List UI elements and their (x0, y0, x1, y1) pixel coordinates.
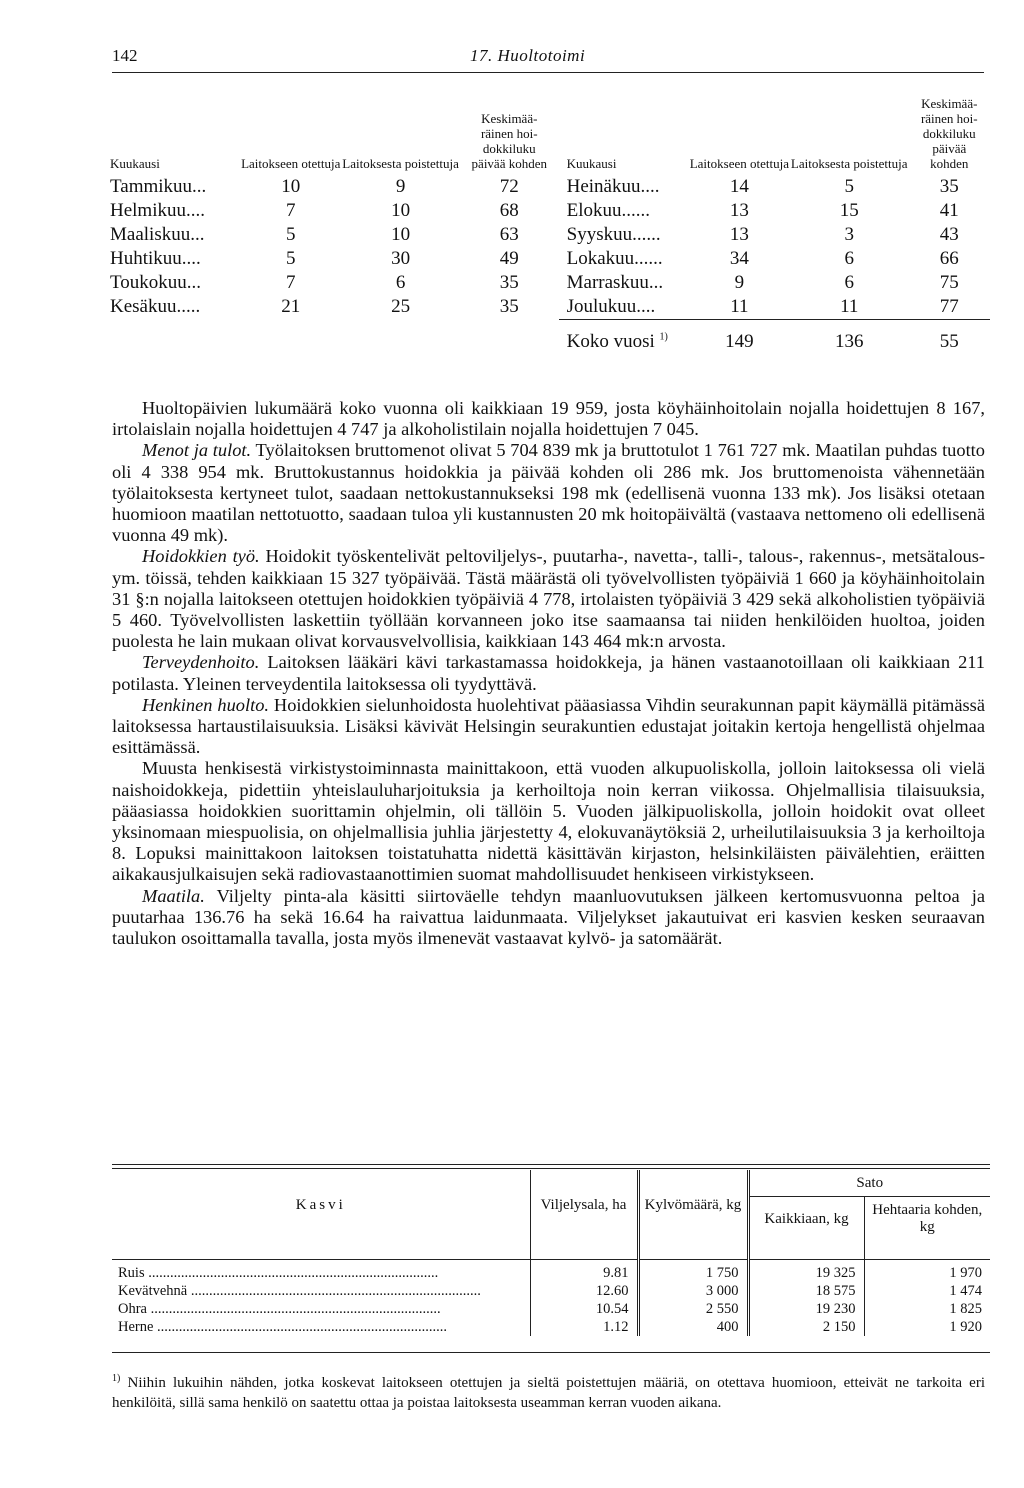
crop-table-header-gap (112, 1241, 990, 1260)
crop-value-per_ha: 1 920 (864, 1318, 990, 1336)
crop-name: Ruis (118, 1265, 145, 1281)
crop-name: Herne (118, 1319, 154, 1335)
paragraph-text: Viljelty pinta-ala käsitti siirtoväelle tehdyn maanluovutuksen jälkeen kertomusvuonna peltoa ja puutarhaa 136.76 ha sekä 16.64 ha raivattua laidunmaata. Viljelykset jakautuivat eri kasvien kesken seuraavan taulukon osoittamalla tavalla, josta myös ilmenevät vastaavat kylvö- ja satomäärät. (112, 885, 985, 949)
value-cell-avg: 43 (939, 224, 959, 245)
crop-value-total: 2 150 (748, 1318, 864, 1336)
body-text (112, 398, 985, 949)
value-cell-avg: 68 (499, 200, 519, 221)
month-name-cell: Heinäkuu.... (566, 176, 660, 197)
paragraph-text: Hoidokkien sielunhoidosta huolehtivat pääasiassa Vihdin seurakunnan papit käymällä pitämässä laitoksessa hartaustilaisuuksia. Lisäksi kävivät Helsingin seurakuntien edustajat joitakin kertoja hengellistä ohjelmaa esittämässä. (112, 694, 986, 758)
month-name-cell: Huhtikuu.... (110, 248, 201, 269)
crop-table (112, 1170, 990, 1336)
crop-value-total: 19 325 (748, 1260, 864, 1283)
col-header-avg: Keskimää- räinen hoi- dokkiluku päivää kohden (920, 96, 978, 171)
paragraph (112, 886, 985, 950)
value-cell-discharged: 10 (391, 200, 411, 221)
value-cell-avg: 72 (499, 176, 519, 197)
crop-value-seed: 400 (638, 1318, 748, 1336)
total-value-admitted: 149 (689, 320, 790, 355)
paragraph-text: Työlaitoksen bruttomenot olivat 5 704 839 mk ja bruttotulot 1 761 727 mk. Maatilan puhdas tuotto oli 4 338 954 mk. Bruttokustannus hoidokkia ja päivää kohden oli 286 mk. Jos bruttomenoista vähennetään työlaitoksesta kertyneet tulot, saadaan nettokustannukseksi 198 mk (edellisenä vuonna 133 mk). Jos lisäksi otetaan huomioon maatilan nettotuotto, saadaan tuloa yli kustannusten 20 mk hoitopäivältä (vastaava nettomeno oli edellisenä vuonna 49 mk). (112, 440, 985, 546)
value-cell-discharged: 9 (395, 176, 406, 197)
table-row (110, 247, 990, 271)
value-cell-admitted: 13 (729, 224, 749, 245)
value-cell-discharged: 5 (844, 176, 854, 197)
value-cell-discharged: 6 (844, 248, 854, 269)
table-row (110, 223, 990, 247)
col-header-harvest-group: Sato (748, 1170, 990, 1197)
value-cell-admitted: 5 (285, 224, 296, 245)
crop-row (112, 1282, 990, 1300)
total-label-cell (559, 320, 689, 355)
value-cell-avg: 63 (499, 224, 519, 245)
monthly-admissions-table (110, 96, 990, 354)
month-name-cell: Lokakuu...... (566, 248, 663, 269)
value-cell-discharged: 6 (395, 272, 406, 293)
value-cell-admitted: 9 (734, 272, 745, 293)
value-cell-avg: 41 (939, 200, 959, 221)
paragraph (112, 652, 985, 694)
value-cell-discharged: 30 (391, 248, 411, 269)
crop-name: Ohra (118, 1301, 147, 1317)
crop-value-per_ha: 1 970 (864, 1260, 990, 1283)
month-name-cell: Marraskuu... (566, 272, 664, 293)
crop-value-seed: 2 550 (638, 1300, 748, 1318)
crop-value-area: 10.54 (530, 1300, 638, 1318)
col-header-admitted: Laitokseen otettuja (241, 156, 341, 171)
value-cell-avg: 35 (939, 176, 959, 197)
paragraph-lead: Hoidokkien työ. (142, 546, 260, 567)
value-cell-avg: 77 (939, 296, 959, 317)
footnote-text: Niihin lukuihin nähden, jotka koskevat laitokseen otettujen ja sieltä poistettujen määriä, on otettava huomioon, etteivät ne tarkoita eri henkilöitä, sillä sama henkilö on saatettu ottaa ja poistaa laitoksesta useamman kerran vuoden aikana. (112, 1375, 985, 1411)
value-cell-discharged: 25 (391, 296, 411, 318)
value-cell-admitted: 10 (281, 176, 301, 197)
paragraph-text: Huoltopäivien lukumäärä koko vuonna oli kaikkiaan 19 959, josta köyhäinhoitolain nojalla hoidettujen 8 167, irtolaislain nojalla hoidettujen 4 747 ja alkoholistilain nojalla hoidettujen 7 045. (112, 398, 985, 440)
paragraph-text: Laitoksen lääkäri kävi tarkastamassa hoidokkeja, ja hänen vastaanotoillaan oli kaikkiaan 211 potilasta. Yleinen terveydentila laitoksessa oli tyydyttävä. (112, 652, 985, 694)
crop-value-per_ha: 1 825 (864, 1300, 990, 1318)
month-name-cell: Kesäkuu..... (110, 296, 201, 318)
table-row (110, 199, 990, 223)
month-name-cell: Syyskuu...... (566, 224, 661, 245)
running-title: 17. Huoltotoimi (470, 46, 586, 65)
leader-dots: ................................................................................ (187, 1283, 481, 1299)
month-name-cell: Toukokuu... (110, 272, 202, 293)
value-cell-discharged: 15 (839, 200, 859, 221)
month-name-cell: Tammikuu... (110, 176, 207, 197)
paragraph (112, 546, 985, 652)
leader-dots: ................................................................................ (153, 1319, 448, 1335)
value-cell-avg: 49 (499, 248, 519, 269)
col-header-discharged: Laitoksesta poistettuja (342, 156, 459, 171)
crop-value-area: 12.60 (530, 1282, 638, 1300)
crop-name-cell (112, 1282, 530, 1300)
leader-dots: ................................................................................ (147, 1301, 441, 1317)
crop-name-cell (112, 1300, 530, 1318)
crop-name: Kevätvehnä (118, 1283, 188, 1299)
month-name-cell: Joulukuu.... (566, 296, 656, 317)
value-cell-admitted: 13 (729, 200, 749, 221)
crop-row (112, 1318, 990, 1336)
value-cell-admitted: 11 (730, 296, 749, 317)
leader-dots: ................................................................................ (144, 1265, 439, 1281)
crop-name-cell (112, 1260, 530, 1283)
paragraph-lead: Menot ja tulot. (142, 440, 252, 461)
value-cell-admitted: 7 (285, 272, 296, 293)
crop-value-area: 1.12 (530, 1318, 638, 1336)
col-header-avg: Keskimää- räinen hoi- dokkiluku päivää kohden (471, 111, 547, 171)
total-value-discharged: 136 (790, 320, 909, 355)
table-row (110, 175, 990, 199)
crop-name-cell (112, 1318, 530, 1336)
value-cell-avg: 75 (939, 272, 959, 293)
crop-value-seed: 1 750 (638, 1260, 748, 1283)
value-cell-admitted: 14 (729, 176, 749, 197)
crop-table-bottom-rule (112, 1352, 990, 1353)
paragraph-lead: Terveydenhoito. (142, 652, 260, 673)
value-cell-avg: 35 (499, 296, 519, 318)
col-header-crop: Kasvi (295, 1197, 346, 1213)
paragraph-lead: Henkinen huolto. (142, 694, 269, 715)
paragraph (112, 758, 985, 885)
paragraph (112, 695, 985, 759)
crop-value-total: 18 575 (748, 1282, 864, 1300)
footnote (112, 1374, 985, 1413)
total-value-avg: 55 (909, 320, 990, 355)
value-cell-avg: 35 (499, 272, 519, 293)
total-row (110, 320, 990, 355)
value-cell-discharged: 11 (840, 296, 859, 317)
paragraph (112, 398, 985, 440)
crop-value-total: 19 230 (748, 1300, 864, 1318)
value-cell-discharged: 6 (844, 272, 854, 293)
crop-table-header-row (112, 1170, 990, 1197)
paragraph-lead: Maatila. (142, 885, 205, 906)
value-cell-admitted: 7 (285, 200, 296, 221)
month-name-cell: Maaliskuu... (110, 224, 205, 245)
month-name-cell: Elokuu...... (566, 200, 651, 221)
col-header-discharged: Laitoksesta poistettuja (790, 156, 908, 171)
col-header-total: Kaikkiaan, kg (748, 1197, 864, 1242)
crop-row (112, 1300, 990, 1318)
monthly-table-header (110, 96, 990, 175)
col-header-month: Kuukausi (110, 156, 160, 171)
month-name-cell: Helmikuu.... (110, 200, 205, 221)
crop-row (112, 1260, 990, 1283)
value-cell-discharged: 3 (844, 224, 854, 245)
total-footnote-mark: 1) (659, 331, 668, 343)
col-header-seed: Kylvömäärä, kg (638, 1170, 748, 1241)
crop-value-seed: 3 000 (638, 1282, 748, 1300)
value-cell-discharged: 10 (391, 224, 411, 245)
col-header-month: Kuukausi (566, 156, 617, 171)
col-header-per-ha: Hehtaaria kohden, kg (864, 1197, 990, 1242)
paragraph (112, 440, 985, 546)
value-cell-admitted: 21 (281, 296, 301, 318)
crop-table-top-rule (112, 1164, 990, 1169)
value-cell-avg: 66 (939, 248, 959, 269)
table-row (110, 271, 990, 295)
value-cell-admitted: 5 (285, 248, 296, 269)
header-rule (112, 72, 984, 73)
footnote-mark: 1) (112, 1373, 121, 1384)
crop-value-area: 9.81 (530, 1260, 638, 1283)
paragraph-text: Muusta henkisestä virkistystoiminnasta mainittakoon, että vuoden alkupuoliskolla, jolloin laitoksessa oli vielä naishoidokkeja, pidettiin yhteislauluharjoituksia ja kerhoiltoja noin kerran viikossa. Ohjelmallisia tilaisuuksia, pääasiassa hoidokkien suorittamin ohjelmin, oli tällöin 5. Vuoden jälkipuoliskolla, jolloin hoidokit ovat olleet yksinomaan miespuolisia, on ohjelmallisia juhlia järjestetty 4, elokuvanäytöksiä 2, urheilutilaisuuksia 3 ja kerhoiltoja 8. Lopuksi mainittakoon laitoksen toistatuhatta nidettä käsittävän kirjaston, helsinkiläisten päivälehtien, eräitten aikakausjulkaisujen sekä radiovastaanottimien suomat mahdollisuudet henkiseen virkistykseen. (112, 758, 985, 885)
col-header-admitted: Laitokseen otettuja (689, 156, 789, 171)
page-number: 142 (112, 46, 138, 65)
crop-value-per_ha: 1 474 (864, 1282, 990, 1300)
paragraph-text: Hoidokit työskentelivät peltoviljelys-, puutarha-, navetta-, talli-, talous-, rakennus-, metsätalous- ym. töissä, tehden kaikkiaan 15 327 työpäivää. Tästä määrästä oli työvelvollisten työpäiviä 1 660 ja köyhäinhoitolain 31 §:n nojalla laitokseen otettujen hoidokkien työpäiviä 4 778, irtolaisten työpäiviä 3 429 sekä alkoholistien työpäiviä 5 460. Työvelvollisten laskettiin työllään korvanneen joko itse saamaansa tai niiden henkilöiden huoltoa, joiden puolesta he lain mukaan olivat korvausvelvollisia, kaikkiaan 143 464 mk:n arvosta. (112, 546, 985, 652)
total-label: Koko vuosi (566, 331, 655, 352)
col-header-area: Viljelysala, ha (530, 1170, 638, 1241)
table-row (110, 295, 990, 320)
value-cell-admitted: 34 (729, 248, 749, 269)
